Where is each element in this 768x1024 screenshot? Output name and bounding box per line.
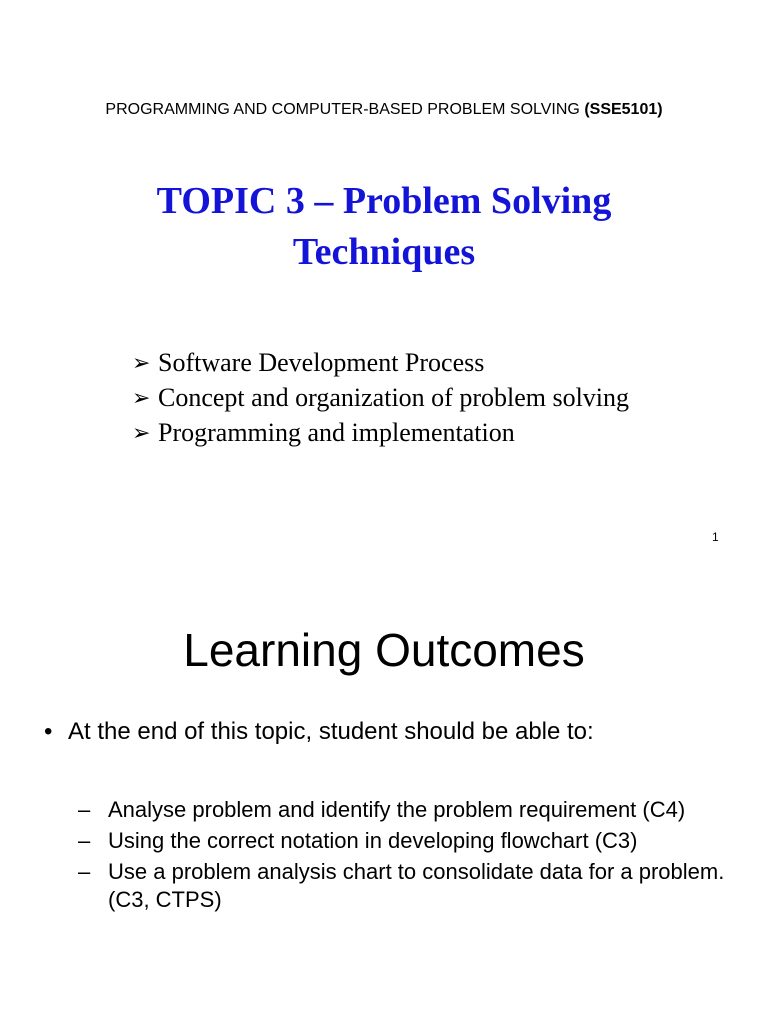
dot-bullet-icon: • — [44, 718, 53, 745]
topic-item-text: Software Development Process — [158, 348, 485, 377]
topic-list — [130, 345, 650, 450]
course-code: (SSE5101) — [584, 101, 663, 118]
topic-list-item — [130, 380, 650, 415]
dash-bullet-icon: – — [78, 797, 91, 822]
arrow-bullet-icon: ➢ — [132, 350, 151, 375]
outcome-item — [78, 796, 738, 824]
topic-title: TOPIC 3 – Problem Solving Techniques — [156, 180, 612, 273]
arrow-bullet-icon: ➢ — [132, 420, 151, 445]
topic-list-item — [130, 345, 650, 380]
topic-item-text: Concept and organization of problem solving — [158, 383, 630, 412]
page-number: 1 — [712, 530, 719, 544]
outcome-item — [78, 827, 738, 855]
outcome-text: Use a problem analysis chart to consolidate data for a problem. (C3, CTPS) — [108, 859, 725, 912]
dash-bullet-icon: – — [78, 859, 91, 884]
course-title: PROGRAMMING AND COMPUTER-BASED PROBLEM SOLVING — [105, 101, 580, 118]
outcome-text: Analyse problem and identify the problem requirement (C4) — [108, 797, 686, 822]
learning-outcomes-heading: Learning Outcomes — [183, 624, 585, 676]
outcome-text: Using the correct notation in developing flowchart (C3) — [108, 828, 638, 853]
dash-bullet-icon: – — [78, 828, 91, 853]
intro-text: At the end of this topic, student should be able to: — [68, 718, 594, 745]
course-header — [0, 100, 768, 120]
topic-item-text: Programming and implementation — [158, 418, 515, 447]
topic-list-item — [130, 415, 650, 450]
learning-outcomes-intro — [44, 716, 594, 748]
learning-outcomes-list — [78, 796, 738, 917]
arrow-bullet-icon: ➢ — [132, 385, 151, 410]
outcome-item — [78, 858, 738, 914]
